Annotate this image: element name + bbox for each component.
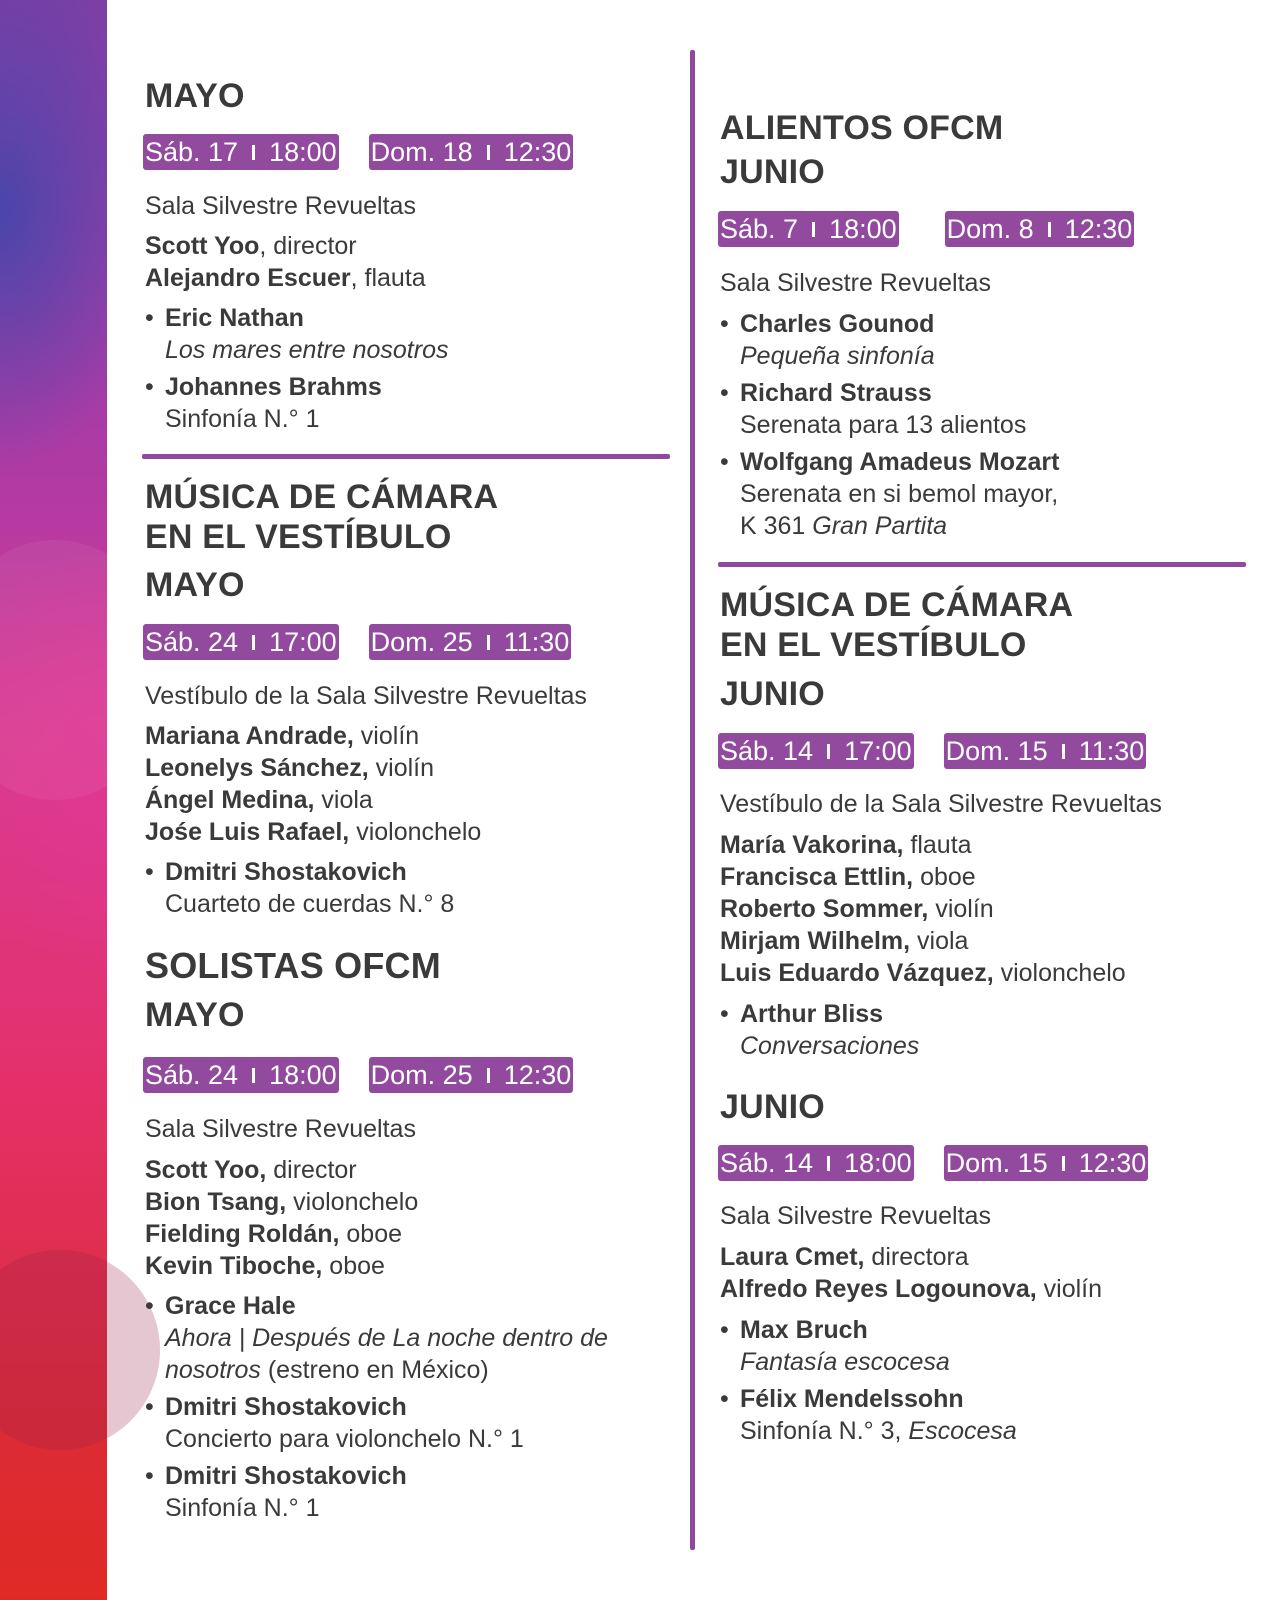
date-pill: Dom. 15 11:30 (944, 733, 1147, 769)
performer: Luis Eduardo Vázquez, violonchelo (720, 959, 1126, 987)
date-pill: Sáb. 7 18:00 (718, 211, 899, 247)
venue: Vestíbulo de la Sala Silvestre Revueltas (145, 682, 587, 710)
date-row (143, 1057, 573, 1093)
section-title: MÚSICA DE CÁMARA EN EL VESTÍBULO (720, 586, 1074, 664)
work-item: • Dmitri Shostakovich Concierto para violonchelo N.° 1 (145, 1393, 524, 1453)
date-pill: Dom. 8 12:30 (945, 211, 1135, 247)
performer: Alejandro Escuer, flauta (145, 264, 426, 292)
date-pill: Sáb. 24 17:00 (143, 624, 339, 660)
work-item: • Dmitri Shostakovich Cuarteto de cuerdas N.° 8 (145, 858, 455, 918)
performer-list (720, 1241, 1102, 1305)
work-list (720, 308, 1240, 547)
section-divider (142, 454, 670, 459)
performer: Scott Yoo, director (145, 232, 357, 260)
date-pill: Sáb. 14 17:00 (718, 733, 914, 769)
work-item: • Eric Nathan Los mares entre nosotros (145, 304, 449, 364)
date-pill: Dom. 25 12:30 (369, 1057, 574, 1093)
work-item: • Grace Hale Ahora | Después de La noche dentro de nosotros (estreno en México) (145, 1292, 608, 1384)
performer: Laura Cmet, directora (720, 1243, 969, 1271)
work-item: • Félix Mendelssohn Sinfonía N.° 3, Escocesa (720, 1385, 1017, 1445)
performer: Leonelys Sánchez, violín (145, 754, 435, 782)
month-heading: MAYO (145, 996, 245, 1034)
performer: Fielding Roldán, oboe (145, 1220, 402, 1248)
work-item: • Johannes Brahms Sinfonía N.° 1 (145, 373, 382, 433)
performer: Kevin Tiboche, oboe (145, 1252, 385, 1280)
decorative-side-band (0, 0, 107, 1600)
venue: Sala Silvestre Revueltas (720, 1202, 991, 1230)
performer-list (720, 829, 1126, 989)
performer: Francisca Ettlin, oboe (720, 863, 976, 891)
date-pill: Sáb. 14 18:00 (718, 1145, 914, 1181)
month-heading: JUNIO (720, 153, 825, 191)
work-item: • Max Bruch Fantasía escocesa (720, 1316, 950, 1376)
date-pill: Sáb. 17 18:00 (143, 134, 339, 170)
performer-list (145, 1154, 418, 1282)
performer: Ángel Medina, viola (145, 786, 373, 814)
date-pill: Sáb. 24 18:00 (143, 1057, 339, 1093)
decorative-wave (0, 1250, 160, 1450)
section-title: SOLISTAS OFCM (145, 945, 441, 986)
performer: Mariana Andrade, violín (145, 722, 420, 750)
performer-list (145, 720, 481, 848)
section-divider (718, 562, 1246, 567)
month-heading: JUNIO (720, 675, 825, 713)
venue: Sala Silvestre Revueltas (145, 192, 416, 220)
date-pill: Dom. 15 12:30 (944, 1145, 1149, 1181)
performer: Bion Tsang, violonchelo (145, 1188, 419, 1216)
work-item: • Dmitri Shostakovich Sinfonía N.° 1 (145, 1462, 407, 1522)
work-item: • Richard Strauss Serenata para 13 alientos (720, 379, 1027, 439)
performer: Mirjam Wilhelm, viola (720, 927, 969, 955)
performer: Alfredo Reyes Logounova, violín (720, 1275, 1103, 1303)
section-title: ALIENTOS OFCM (720, 109, 1004, 147)
date-row (143, 624, 571, 660)
date-pill: Dom. 18 12:30 (369, 134, 574, 170)
work-list (145, 856, 665, 925)
performer-list (145, 230, 426, 294)
work-list (145, 1290, 625, 1529)
performer: Scott Yoo, director (145, 1156, 357, 1184)
work-item: • Charles Gounod Pequeña sinfonía (720, 310, 935, 370)
venue: Vestíbulo de la Sala Silvestre Revueltas (720, 790, 1162, 818)
column-divider (690, 50, 695, 1550)
work-list (720, 998, 1240, 1067)
month-heading: MAYO (145, 77, 245, 115)
venue: Sala Silvestre Revueltas (720, 269, 991, 297)
work-item: • Arthur Bliss Conversaciones (720, 1000, 920, 1060)
work-list (145, 302, 665, 440)
venue: Sala Silvestre Revueltas (145, 1115, 416, 1143)
month-heading: JUNIO (720, 1088, 825, 1126)
date-pill: Dom. 25 11:30 (369, 624, 572, 660)
date-row (718, 211, 1134, 247)
section-title: MÚSICA DE CÁMARA EN EL VESTÍBULO (145, 478, 499, 556)
performer: María Vakorina, flauta (720, 831, 972, 859)
performer: Roberto Sommer, violín (720, 895, 994, 923)
work-item: • Wolfgang Amadeus Mozart Serenata en si bemol mayor, K 361 Gran Partita (720, 448, 1060, 540)
date-row (143, 134, 573, 170)
month-heading: MAYO (145, 566, 245, 604)
performer: Jośe Luis Rafael, violonchelo (145, 818, 482, 846)
date-row (718, 733, 1146, 769)
date-row (718, 1145, 1148, 1181)
work-list (720, 1314, 1240, 1452)
